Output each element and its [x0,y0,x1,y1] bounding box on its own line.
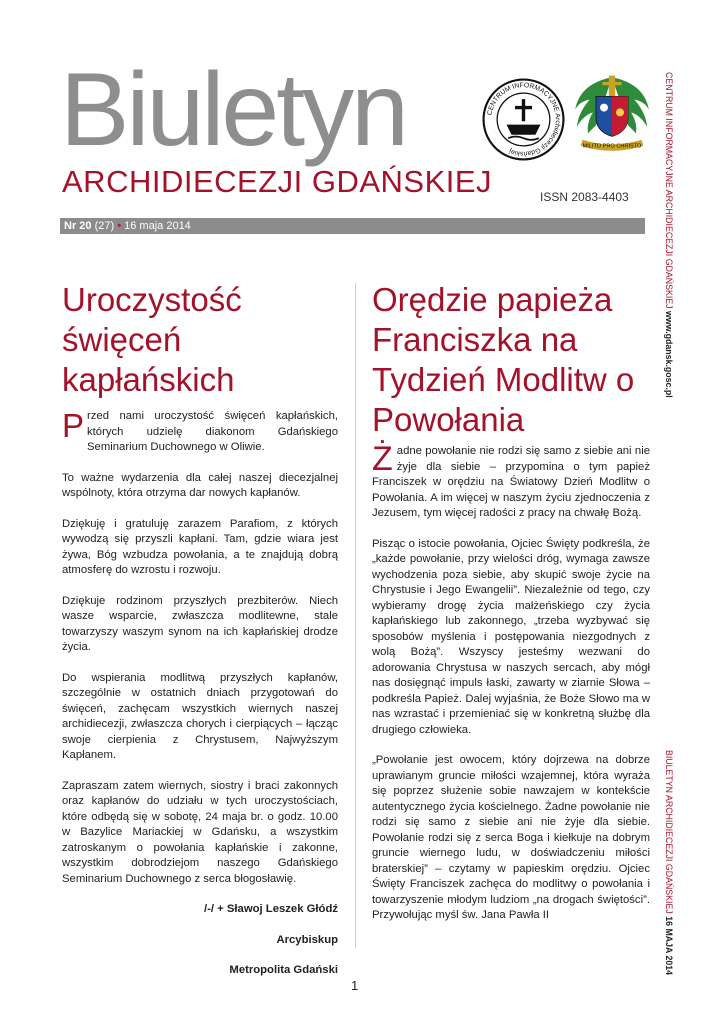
paragraph: To ważne wydarzenia dla całej naszej diecezjalnej wspólnoty, która otrzyma dar nowych kapłanów. [62,471,338,499]
issue-number: Nr 20 [64,220,92,232]
archbishop-coat-of-arms [572,74,652,158]
issue-date: 16 maja 2014 [124,220,191,232]
signature-name: /-/ + Sławoj Leszek Głódź [203,903,338,915]
signature-office: Metropolita Gdański [229,964,338,976]
bulletin-title: Biuletyn [60,52,406,168]
crest-motto: MILITO PRO CHRISTO [582,143,642,150]
sidebar-date: 16 MAJA 2014 [664,916,674,976]
left-article-title: Uroczystość święceń kapłańskich [62,281,242,398]
page-number: 1 [351,978,359,993]
column-divider [355,283,356,948]
seal-text: CENTRUM INFORMACYJNE Archidiecezji Gdańskiej [486,82,561,157]
paragraph: „Powołanie jest owocem, który dojrzewa na dobrze uprawianym gruncie miłości wzajemnej, która wyraża się poprzez służenie sobie nawzajem w kontekście autentycznego życia kościelnego. Żadne powołanie nie rodzi się samo z siebie ani nie żyje dla siebie. Powołanie rodzi się z serca Boga i kiełkuje na dobrym gruncie wiernego ludu, w doświadczeniu miłości braterskiej” – czytamy w papieskim orędziu. Ojciec Święty Franciszek zachęca do modlitwy o powołania i towarzyszenie młodym ludziom „na drogach świętości”. Przywołując myśl św. Jana Pawła II [372,754,650,921]
cross-icon [515,99,532,121]
signature-title: Arcybiskup [276,933,338,946]
drop-cap: Ż [372,440,393,478]
sidebar-top-label: CENTRUM INFORMACYJNE ARCHIDIECEZJI GDAŃSKIEJ www.gdansk.gosc.pl [664,72,674,398]
issue-info [64,218,191,234]
bulletin-subtitle: ARCHIDIECEZJI GDAŃSKIEJ [62,164,493,199]
paragraph: Dziękuję i gratuluję zarazem Parafiom, z których wywodzą się przyszli kapłani. Tam, gdzie wiara jest żywa, Bóg wzbudza powołania, a te znajdują dobrą atmosferę do wzrostu i rozwoju. [62,517,338,576]
boat-icon [507,125,541,135]
paragraph: Żadne powołanie nie rodzi się samo z siebie ani nie żyje dla siebie – przypomina o tym papież Franciszek w orędziu na Światowy Dzień Modlitw o Powołania. A im więcej w naszym życiu zjednoczenia z Jezusem, tym więcej radości z pracy na chwałę Bożą. [372,440,650,519]
drop-cap: P [62,407,85,444]
sidebar-url[interactable]: www.gdansk.gosc.pl [664,311,674,398]
paragraph: Do wspierania modlitwą przyszłych kapłanów, szczególnie w ostatnich dniach przygotowań do święceń, zachęcam wszystkich wiernych naszej archidiecezji, zwłaszcza chorych i cierpiących – łącząc swoje cierpienia z Chrystusem, Najwyższym Kapłanem. [62,671,338,761]
sidebar-bottom-label: BIULETYN ARCHIDIECEZJI GDAŃSKIEJ 16 MAJA 2014 [664,750,674,976]
paragraph: Dziękuje rodzinom przyszłych prezbiterów. Niech wasze wsparcie, zwłaszcza modlitewne, stale towarzyszy waszym synom na ich kapłańskiej drodze życia. [62,594,338,653]
issue-number-paren: (27) [94,220,115,232]
issue-separator: • [117,220,122,232]
paragraph: Przed nami uroczystość święceń kapłańskich, których udzielę diakonom Gdańskiego Seminarium Duchownego w Oliwie. [62,407,338,453]
paragraph: Zapraszam zatem wiernych, siostry i braci zakonnych oraz kapłanów do udziału w tych uroczystościach, które odbędą się w sobotę, 24 maja br. o godz. 10.00 w Bazylice Mariackiej w Gdańsku, a wszystkim zatroskanym o powołania kapłańskie i zakonne, wszystkim dobrodziejom naszego Gdańskiego Seminarium Duchownego z serca błogosławię. [62,779,338,885]
right-article-body [372,440,650,939]
left-article-body [62,409,338,994]
right-article-title: Orędzie papieża Franciszka na Tydzień Modlitw o Powołania [372,281,635,438]
issn-number: ISSN 2083-4403 [540,190,629,204]
information-center-seal-logo [481,77,566,162]
paragraph: Pisząc o istocie powołania, Ojciec Święty podkreśla, że „każde powołanie, przy wielości dróg, wymaga zawsze wychodzenia poza siebie, aby skupić swoje życie na Chrystusie i Jego Ewangelii”. Niezależnie od tego, czy wybieramy drogę życia małżeńskiego czy życia kapłańskiego lub zakonnego, „trzeba wyzbywać się sposobów myślenia i postępowania niezgodnych z wolą Bożą”. Wszyscy jesteśmy wezwani do adorowania Chrystusa w naszych sercach, aby mógł nas dosięgnąć impuls łaski, zawarty w ziarnie Słowa – podkreśla Papież. Dalej wyjaśnia, że Boże Słowo ma w nas wzrastać i przemieniać się w konkretną służbę dla drugiego człowieka. [372,537,650,736]
